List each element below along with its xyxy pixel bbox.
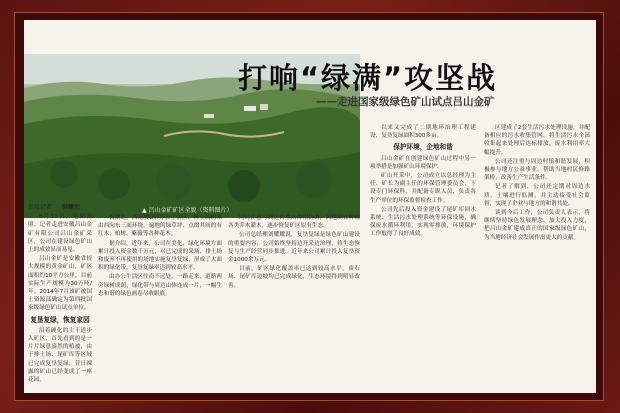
paragraph: 谈到今后工作，公司负责人表示，将继续坚持绿色发展理念，加大投入力度，把吕山金矿建成真正的国家级绿色矿山，为当地经济社会发展作出更大的贡献。 [484,210,590,241]
byline-name: 洪曙光 [62,204,81,211]
paragraph: 公司先后投入资金建设了尾矿库回水系统、生活污水处理系统等环保设施，确保废水循环利用，实现零排放，环境保护工作取得了良好成效。 [370,206,476,238]
byline [28,204,92,212]
newspaper-page [24,20,596,393]
article-column-3 [228,214,360,390]
subheadline: ——走进国家级绿色矿山试点吕山金矿 [316,96,495,108]
paragraph: 公司还注重与周边村镇和谐发展，积极参与地方公益事业，帮助当地村民修路架桥，改善生产生活条件。 [484,158,590,182]
article-column-5 [484,124,590,390]
paragraph: 以来又完成了二期地环治理工程建设，复垦复绿面积300多亩。 [370,125,476,140]
paragraph: 沿着硬化的主干道步入矿区，首先看到的是一片片绿意盎然的植被，由于排土场、尾矿库等区域已完成复垦复绿，昔日裸露的矿山已经变成了一座花园。 [28,327,92,384]
paragraph: 公司总经理刘耀耀说，复垦复绿是绿色矿山建设的重要内容，公司始终坚持边开采边治理，将生态恢复与生产经营同步推进。近年来公司累计投入复垦资金1000余万元。 [228,232,360,264]
article-column-2 [98,214,222,390]
photo-caption: ▲ 吕山金矿矿区全貌（资料图片） [142,207,233,214]
byline-prefix: 首席记者 [28,204,53,211]
section-heading: 保护环境，企地和谐 [393,143,453,152]
article-column-4 [370,124,476,390]
paragraph: 区建成了2套生活污水处理设施，并配备相应的污水收集管网，将生活污水全部收集起来处理后达标排放，废水利用率大幅提升。 [484,125,590,156]
paragraph: 吕山金矿在创建绿色矿山过程中另一项举措是加强矿山环境保护。 [370,155,476,170]
paragraph: 矿山开采中，公司成立以总经理为主任、矿长为副主任的环保管理委员会，下设专门环保科，并配备专职人员，负责各生产单位的环保监督检查工作。 [370,173,476,204]
paragraph: 由办公生活区往南不远处，一路走来，道路两旁绿树成荫，绿化带与周边山体连成一片，一幅生态和谐的绿色画卷尽收眼底。 [98,274,222,297]
paragraph: 首期北，西南坡U形办公生活区、林立的树木由西向东三面环绕，遍地的绿草坪、点缀其间的有红木、柏树、紫薇等各种花木。 [98,215,222,238]
section-heading: 复垦复绿，恢复家园 [30,315,90,324]
paragraph: 8月11日，艳阳高照。记者走进安徽吕山金矿有限公司吕山金矿采区，公司在建设绿色矿山上的成效显而易见。 [28,214,92,254]
paragraph: 同时注意与周边自然山体相协调，因地制宜种植各类乔木灌木，逐步恢复矿区原有生态。 [228,215,360,230]
article-column-1 [28,204,92,390]
paragraph: 目前，矿区绿化覆盖率已达到较高水平，废石场、尾矿库边坡均已完成绿化，生态环境得到明显改善。 [228,266,360,289]
paragraph: 据介绍，近年来，公司在美化、绿化环境方面累计投入资金数千万元，对已完成的采场、排土场和废弃不再使用的场地实施复垦复绿，形成了大面积的绿化带，复垦复绿率达到较高水平。 [98,240,222,272]
paragraph: 吕山金矿是安徽省较大规模的黄金矿山，矿区面积约10平方公里，目前实际生产规模为30万吨/年。2014年7月该矿被国土资源部确定为第四批国家级绿色矿山试点单位。 [28,256,92,312]
paragraph: 记者了解到，公司还定期对周边水质、土壤进行监测，并主动接受社会监督，实现了企业与地方的和谐共处。 [484,184,590,207]
headline: 打响“绿满”攻坚战 [238,61,498,95]
